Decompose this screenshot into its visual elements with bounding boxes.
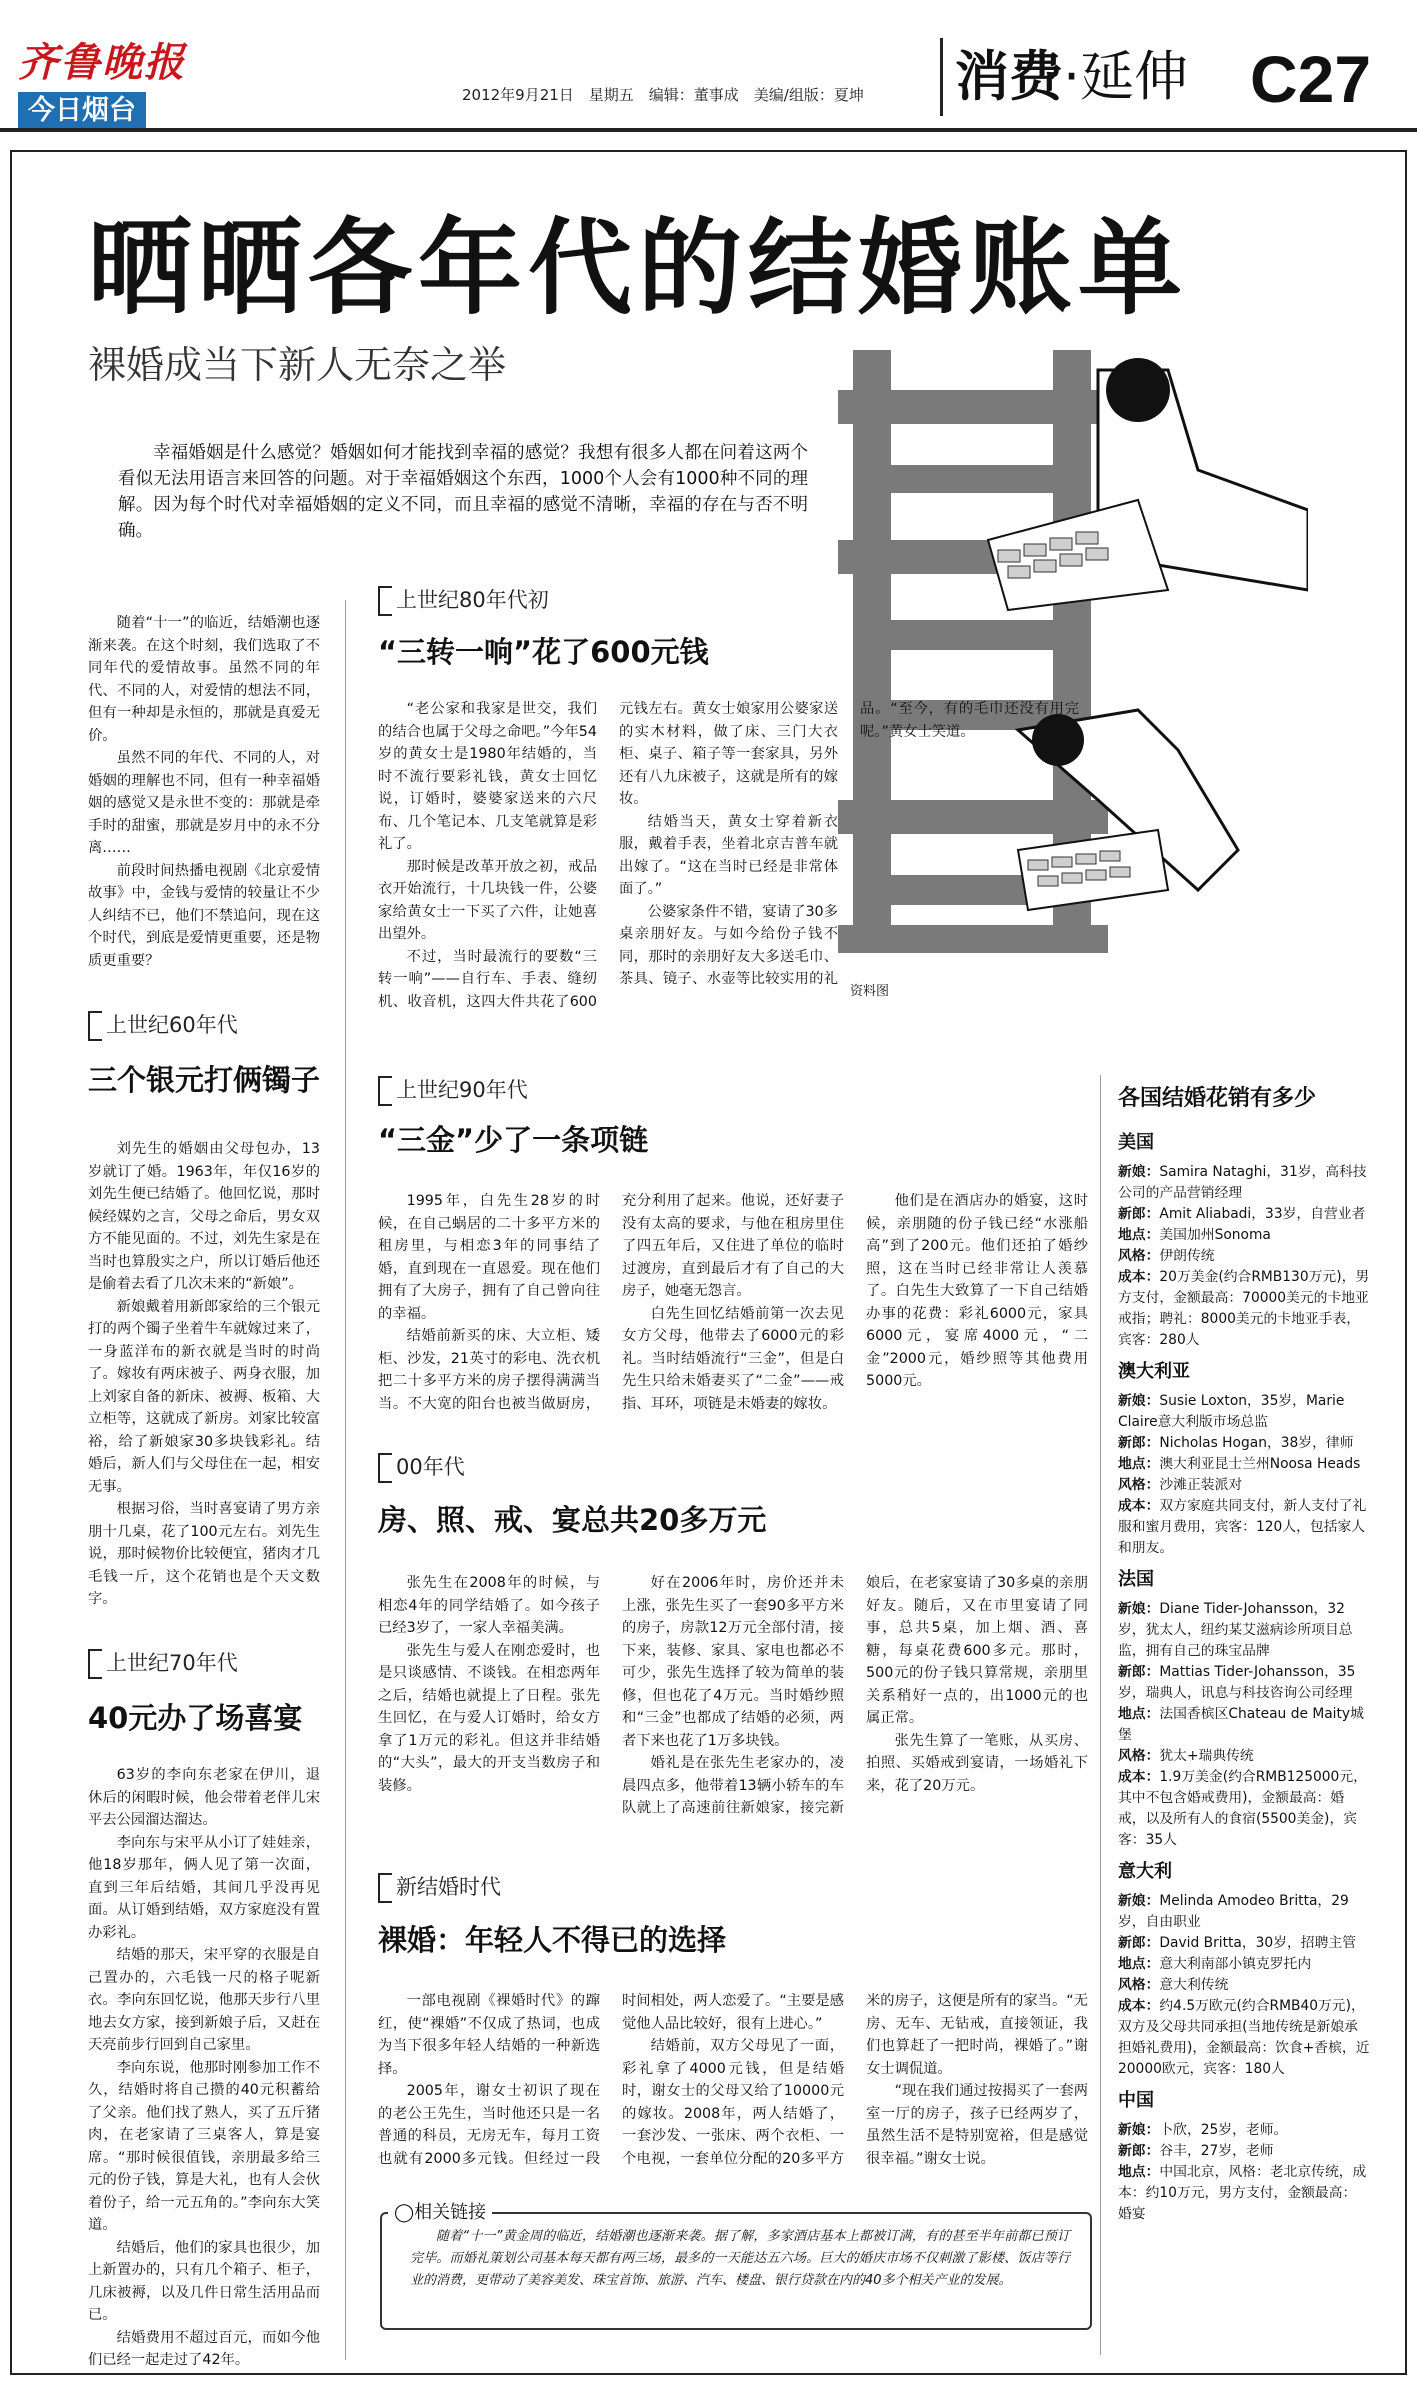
- sidebar-row-label: 新郎：: [1118, 1935, 1160, 1951]
- title-00s: 房、照、戒、宴总共20多万元: [378, 1503, 767, 1537]
- sidebar-divider: [1100, 1075, 1101, 2355]
- sidebar-row: [1118, 1933, 1370, 1954]
- sidebar-row-value: 犹太+瑞典传统: [1159, 1748, 1254, 1764]
- sidebar-row-label: 地点：: [1118, 2164, 1160, 2180]
- newspaper-name: 齐鲁晚报: [18, 39, 186, 86]
- section-dot: ·: [1063, 45, 1081, 108]
- paragraph: 63岁的李向东老家在伊川，退休后的闲暇时候，他会带着老伴儿宋平去公园溜达溜达。: [88, 1767, 320, 1828]
- section-60s-body: [88, 1138, 320, 1611]
- sidebar-row-value: Amit Aliabadi，33岁，自营业者: [1159, 1206, 1366, 1222]
- section-70s-body: [88, 1764, 320, 2372]
- sidebar-row: [1118, 1599, 1370, 1662]
- sidebar-row: [1118, 1267, 1370, 1351]
- sidebar-row-value: 意大利南部小镇克罗托内: [1159, 1956, 1312, 1972]
- sidebar-row-label: 新娘：: [1118, 2122, 1160, 2138]
- sidebar-row-value: 卜欣，25岁，老师。: [1159, 2122, 1288, 2138]
- sidebar-row-label: 风格：: [1118, 1248, 1160, 1264]
- paragraph: 前段时间热播电视剧《北京爱情故事》中，金钱与爱情的较量让不少人纠结不已，他们不禁追问，现在这个时代，到底是爱情更重要，还是物质更重要？: [88, 862, 320, 969]
- paragraph: 张先生在2008年的时候，与相恋4年的同学结婚了。如今孩子已经3岁了，一家人幸福美满。: [378, 1575, 600, 1636]
- sidebar-country: 中国: [1118, 2090, 1154, 2111]
- paragraph: 一部电视剧《裸婚时代》的蹿红，使“裸婚”不仅成了热词，也成为当下很多年轻人结婚的一种新选择。: [378, 1993, 600, 2077]
- sidebar-row: [1118, 1662, 1370, 1704]
- sidebar-row-label: 地点：: [1118, 1227, 1160, 1243]
- section-90s-body: [378, 1190, 1088, 1418]
- sidebar-row-value: Mattias Tider-Johansson，35岁，瑞典人，讯息与科技咨询公司经理: [1118, 1664, 1356, 1701]
- sidebar-row-value: 双方家庭共同支付，新人支付了礼服和蜜月费用，宾客：120人，包括家人和朋友。: [1118, 1498, 1367, 1556]
- sidebar-row: [1118, 1746, 1370, 1767]
- title-80s: “三转一响”花了600元钱: [378, 635, 709, 669]
- sidebar-country: 意大利: [1118, 1861, 1172, 1882]
- headline: 晒晒各年代的结婚账单: [88, 207, 1189, 329]
- paragraph: 李向东说，他那时刚参加工作不久，结婚时将自己攒的40元积蓄给了父亲。他们找了熟人，买了五斤猪肉，在老家请了三桌客人，算是宴席。“那时候很值钱，亲朋最多给三元的份子钱，算是大礼，也有人会伙着份子，给一元五角的。”李向东大笑道。: [88, 2059, 320, 2233]
- sidebar-row-label: 成本：: [1118, 1269, 1160, 1285]
- sidebar-row-label: 成本：: [1118, 1998, 1160, 2014]
- sidebar-row: [1118, 1496, 1370, 1559]
- paragraph: 张先生算了一笔账，从买房、拍照、买婚戒到宴请，一场婚礼下来，花了20万元。: [866, 1732, 1088, 1794]
- tag-70s: 上世纪70年代: [88, 1648, 238, 1679]
- column-divider: [345, 600, 346, 2360]
- paragraph: 随着“十一”的临近，结婚潮也逐渐来袭。在这个时刻，我们选取了不同年代的爱情故事。虽然不同的年代、不同的人，对爱情的想法不同，但有一种却是永恒的，那就是真爱无价。: [88, 615, 320, 744]
- lede: 幸福婚姻是什么感觉？婚姻如何才能找到幸福的感觉？我想有很多人都在问着这两个看似无法用语言来回答的问题。对于幸福婚姻这个东西，1000个人会有1000种不同的理解。因为每个时代对幸福婚姻的定义不同，而且幸福的感觉不清晰，幸福的存在与否不明确。: [118, 443, 808, 541]
- title-new-era: 裸婚：年轻人不得已的选择: [378, 1923, 727, 1957]
- paragraph: “现在我们通过按揭买了一套两室一厅的房子，孩子已经两岁了，虽然生活不是特别宽裕，但是感觉很幸福。”谢女士说。: [866, 2083, 1088, 2167]
- paragraph: 那时候是改革开放之初，戒品衣开始流行，十几块钱一件，公婆家给黄女士一下买了六件，让她喜出望外。: [378, 858, 597, 942]
- sidebar-row: [1118, 1704, 1370, 1746]
- sidebar-title: 各国结婚花销有多少: [1118, 1086, 1317, 1111]
- sidebar-row-value: Nicholas Hogan，38岁，律师: [1159, 1435, 1354, 1451]
- paragraph: 婚礼是在张先生老家办的，凌晨四点多，他带着13辆小轿车的车队就上了高速前往新娘家，接完新娘后，在老家宴请了30多桌的亲朋好友。随后，又在市里宴请了同事，总共5桌，加上烟、酒、喜糖，每桌花费600多元。那时，500元的份子钱只算常规，亲朋里关系稍好一点的，出1000元的也属正常。: [622, 1575, 1088, 1816]
- paragraph: 好在2006年时，房价还并未上涨，张先生买了一套90多平方米的房子，房款12万元全部付清，接下来，装修、家具、家电也都必不可少，张先生选择了较为简单的装修，但也花了4万元。当时婚纱照和“三金”也都成了结婚的必须，两者下来也花了1万多块钱。: [622, 1575, 844, 1749]
- sidebar-row: [1118, 2162, 1370, 2225]
- paragraph: 1995年，白先生28岁的时候，在自己蜗居的二十多平方米的租房里，与相恋3年的同事结了婚，直到现在一直恩爱。现在他们拥有了大房子，拥有了自己曾向往的幸福。: [378, 1193, 600, 1322]
- sidebar-row: [1118, 1433, 1370, 1454]
- sidebar-row-value: 意大利传统: [1159, 1977, 1229, 1993]
- paragraph: 不过，当时最流行的要数“三转一响”——自行车、手表、缝纫机、收音机，这四大件共花了600元钱左右。黄女士娘家用公婆家送的实木材料，做了床、三门大衣柜、桌子、箱子等一套家具，另外还有八九床被子，这就是所有的嫁妆。: [378, 701, 838, 1010]
- sidebar-row-label: 新娘：: [1118, 1893, 1160, 1909]
- tag-60s: 上世纪60年代: [88, 1010, 238, 1041]
- sidebar-country: 美国: [1118, 1132, 1154, 1153]
- sidebar-row-value: 约4.5万欧元(约合RMB40万元)，双方及父母共同承担(当地传统是新娘承担婚礼费用)，金额最高：饮食+香槟，近20000欧元，宾客：180人: [1118, 1998, 1370, 2077]
- photo-caption: 资料图: [850, 984, 890, 999]
- sidebar-row: [1118, 1454, 1370, 1475]
- sidebar-row: [1118, 1954, 1370, 1975]
- paragraph: 新娘戴着用新郎家给的三个银元打的两个镯子坐着牛车就嫁过来了，一身蓝洋布的新衣就是当时的时尚了。嫁妆有两床被子、两身衣服，加上刘家自备的新床、被褥、板箱、大立柜等，这就成了新房。刘家比较富裕，给了新娘家30多块钱彩礼。结婚后，新人们与父母住在一起，相安无事。: [88, 1298, 320, 1495]
- sidebar-countries: [1118, 1130, 1370, 2225]
- tag-80s: 上世纪80年代初: [378, 585, 549, 616]
- dateline: 2012年9月21日 星期五 编辑：董事成 美编/组版：夏坤: [462, 86, 864, 104]
- intro-column: [88, 612, 320, 972]
- paragraph: 结婚费用不超过百元，而如今他们已经一起走过了42年。: [88, 2329, 320, 2368]
- section-main: 消费: [955, 45, 1063, 108]
- sidebar-row: [1118, 2141, 1370, 2162]
- sidebar-row-label: 新郎：: [1118, 1435, 1160, 1451]
- sidebar-row-value: 法国香槟区Chateau de Maity城堡: [1118, 1706, 1364, 1743]
- sidebar-country: 澳大利亚: [1118, 1361, 1190, 1382]
- sidebar-row: [1118, 1204, 1370, 1225]
- illustration: [838, 330, 1308, 990]
- paragraph: 2005年，谢女士初识了现在的老公王先生，当时他还只是一名普通的科员，无房无车，每月工资也就有2000多元钱。但经过一段时间相处，两人恋爱了。“主要是感觉他人品比较好，很有上进心。”: [378, 1993, 844, 2167]
- sidebar-row: [1118, 1246, 1370, 1267]
- sidebar-row-value: 美国加州Sonoma: [1159, 1227, 1271, 1243]
- paragraph: 刘先生的婚姻由父母包办，13岁就订了婚。1963年，年仅16岁的刘先生便已结婚了。他回忆说，那时候经媒妁之言，父母之命后，男女双方不能见面的。不过，刘先生家是在当时也算殷实之户，所以订婚后他还是偷着去看了几次未来的“新娘”。: [88, 1141, 320, 1292]
- sidebar-row: [1118, 1162, 1370, 1204]
- sidebar-row-value: 谷丰，27岁，老师: [1159, 2143, 1274, 2159]
- paragraph: 李向东与宋平从小订了娃娃亲，他18岁那年，俩人见了第一次面，直到三年后结婚，其间几乎没再见面。从订婚到结婚，双方家庭没有置办彩礼。: [88, 1834, 320, 1941]
- sidebar-row-label: 新郎：: [1118, 2143, 1160, 2159]
- sidebar-row-value: Diane Tider-Johansson，32岁，犹太人，纽约某艾滋病诊所项目总监，拥有自己的珠宝品牌: [1118, 1601, 1353, 1659]
- sidebar-row-label: 地点：: [1118, 1456, 1160, 1472]
- sidebar-row: [1118, 1767, 1370, 1851]
- sidebar-row-label: 地点：: [1118, 1956, 1160, 1972]
- sidebar-row: [1118, 1225, 1370, 1246]
- sidebar-row: [1118, 1996, 1370, 2080]
- sidebar-row-value: Samira Nataghi，31岁，高科技公司的产品营销经理: [1118, 1164, 1367, 1201]
- section-name: [955, 42, 1188, 112]
- sidebar-row-label: 成本：: [1118, 1498, 1160, 1514]
- edition-badge: 今日烟台: [18, 92, 146, 130]
- sidebar-row-value: 伊朗传统: [1159, 1248, 1215, 1264]
- sidebar: [1118, 1082, 1370, 2225]
- title-90s: “三金”少了一条项链: [378, 1123, 649, 1157]
- sidebar-row-label: 成本：: [1118, 1769, 1160, 1785]
- sidebar-row: [1118, 1975, 1370, 1996]
- sidebar-row-label: 地点：: [1118, 1706, 1160, 1722]
- sidebar-row-label: 风格：: [1118, 1748, 1160, 1764]
- paragraph: 结婚的那天，宋平穿的衣服是自己置办的，六毛钱一尺的格子呢新衣。李向东回忆说，他那天步行八里地去女方家，接到新娘子后，又赶在天亮前步行回到自己家里。: [88, 1947, 320, 2053]
- sidebar-row-value: Susie Loxton，35岁，Marie Claire意大利版市场总监: [1118, 1393, 1345, 1430]
- sidebar-row-value: 澳大利亚昆士兰州Noosa Heads: [1159, 1456, 1361, 1472]
- sidebar-row-value: 沙滩正装派对: [1159, 1477, 1243, 1493]
- sidebar-row-label: 新娘：: [1118, 1164, 1160, 1180]
- paragraph: 根据习俗，当时喜宴请了男方亲朋十几桌，花了100元左右。刘先生说，那时候物价比较便宜，猪肉才几毛钱一斤，这个花销也是个天文数字。: [88, 1501, 320, 1607]
- tag-new-era: 新结婚时代: [378, 1872, 501, 1903]
- sidebar-row-label: 新郎：: [1118, 1664, 1160, 1680]
- sidebar-country: 法国: [1118, 1569, 1154, 1590]
- tag-00s: 00年代: [378, 1452, 465, 1483]
- section-new-era-body: [378, 1990, 1088, 2180]
- sidebar-row-value: 1.9万美金(约合RMB125000元，其中不包含婚戒费用)，金额最高：婚戒，以及所有人的食宿(5500美金)，宾客：35人: [1118, 1769, 1367, 1848]
- masthead-rule: [0, 128, 1417, 132]
- masthead-logo: [18, 40, 188, 130]
- paragraph: 公婆家条件不错，宴请了30多桌亲朋好友。与如今给份子钱不同，那时的亲朋好友大多送毛巾、茶具、镜子、水壶等比较实用的礼品。“至今，有的毛巾还没有用完呢。”黄女士笑道。: [619, 701, 1079, 987]
- paragraph: 结婚前新买的床、大立柜、矮柜、沙发，21英寸的彩电、洗衣机把二十多平方米的房子摆得满满当当。不大宽的阳台也被当做厨房，充分利用了起来。他说，还好妻子没有太高的要求，与他在租房里住了四五年后，又住进了单位的临时过渡房，直到最后才有了自己的大房子，她毫无怨言。: [378, 1193, 844, 1412]
- related-label: ◯相关链接: [388, 2200, 492, 2226]
- sidebar-row: [1118, 1891, 1370, 1933]
- paragraph: 他们是在酒店办的婚宴，这时候，亲朋随的份子钱已经“水涨船高”到了200元。他们还拍了婚纱照，这在当时已经非常让人羡慕了。白先生大致算了一下自己结婚办事的花费：彩礼6000元，家具6000元，宴席4000元，“二金”2000元，婚纱照等其他费用5000元。: [866, 1193, 1088, 1389]
- sidebar-row: [1118, 2120, 1370, 2141]
- sidebar-row-label: 风格：: [1118, 1477, 1160, 1493]
- subhead: 裸婚成当下新人无奈之举: [88, 343, 507, 387]
- sidebar-row-value: 20万美金(约合RMB130万元)，男方支付，金额最高：70000美元的卡地亚戒指；聘礼：8000美元的卡地亚手表，宾客：280人: [1118, 1269, 1370, 1348]
- sidebar-row-label: 新娘：: [1118, 1601, 1160, 1617]
- paragraph: 张先生与爱人在刚恋爱时，也是只谈感情、不谈钱。在相恋两年之后，结婚也就提上了日程。张先生回忆，在与爱人订婚时，给女方拿了1万元的彩礼。但这并非结婚的“大头”，最大的开支当数房子和装修。: [378, 1642, 600, 1794]
- sidebar-row-label: 新郎：: [1118, 1206, 1160, 1222]
- section-sub: 延伸: [1080, 45, 1189, 108]
- section-00s-body: [378, 1572, 1088, 1822]
- sidebar-row: [1118, 1391, 1370, 1433]
- paragraph: “老公家和我家是世交，我们的结合也属于父母之命吧。”今年54岁的黄女士是1980年结婚的，当时不流行要彩礼钱，黄女士回忆说，订婚时，婆婆家送来的六尺布、几个笔记本、几支笔就算是彩礼了。: [378, 701, 597, 852]
- sidebar-row-label: 新娘：: [1118, 1393, 1160, 1409]
- page-number: C27: [1250, 42, 1372, 116]
- sidebar-row-value: David Britta，30岁，招聘主管: [1159, 1935, 1356, 1951]
- paragraph: 虽然不同的年代、不同的人，对婚姻的理解也不同，但有一种幸福婚姻的感觉又是永世不变的：那就是牵手时的甜蜜，那就是岁月中的永不分离……: [88, 750, 320, 856]
- paragraph: 白先生回忆结婚前第一次去见女方父母，他带去了6000元的彩礼。当时结婚流行“三金”，但是白先生只给未婚妻买了“二金”——戒指、耳环，项链是未婚妻的嫁妆。: [622, 1305, 844, 1412]
- section-divider: [940, 38, 943, 116]
- sidebar-row-value: Melinda Amodeo Britta，29岁，自由职业: [1118, 1893, 1349, 1930]
- related-text: 随着“十一”黄金周的临近，结婚潮也逐渐来袭。据了解，多家酒店基本上都被订满，有的甚至半年前都已预订完毕。而婚礼策划公司基本每天都有两三场，最多的一天能达五六场。巨大的婚庆市场不仅刺激了影楼、饭店等行业的消费，更带动了美容美发、珠宝首饰、旅游、汽车、楼盘、银行贷款在内的40多个相关产业的发展。: [410, 2229, 1070, 2288]
- title-60s: 三个银元打俩镯子: [88, 1063, 321, 1097]
- sidebar-row-label: 风格：: [1118, 1977, 1160, 1993]
- sidebar-row: [1118, 1475, 1370, 1496]
- sidebar-row-value: 中国北京，风格：老北京传统，成本：约10万元，男方支付，金额最高：婚宴: [1118, 2164, 1367, 2222]
- paragraph: 结婚前，双方父母见了一面，彩礼拿了4000元钱，但是结婚时，谢女士的父母又给了10000元的嫁妆。2008年，两人结婚了，一套沙发、一张床、两个衣柜、一个电视，一套单位分配的20多平方米的房子，这便是所有的家当。“无房、无车、无钻戒，直接领证，我们也算赶了一把时尚，裸婚了。”谢女士调侃道。: [622, 1993, 1088, 2167]
- paragraph: 结婚后，他们的家具也很少，加上新置办的，只有几个箱子、柜子，几床被褥，以及几件日常生活用品而已。: [88, 2239, 320, 2323]
- paragraph: 结婚当天，黄女士穿着新衣服，戴着手表，坐着北京吉普车就出嫁了。“这在当时已经是非常体面了。”: [619, 813, 838, 897]
- title-70s: 40元办了场喜宴: [88, 1701, 303, 1735]
- tag-90s: 上世纪90年代: [378, 1075, 528, 1106]
